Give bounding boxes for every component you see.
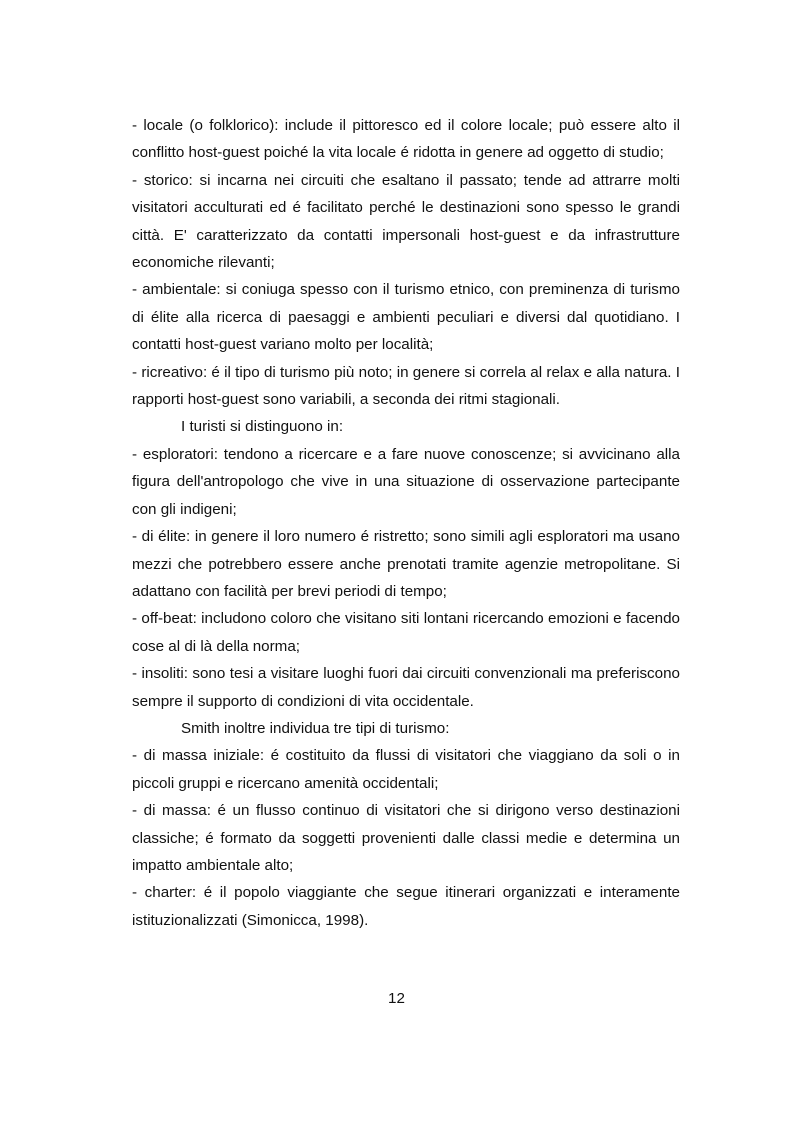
paragraph-mass: - di massa: é un flusso continuo di visitatori che si dirigono verso destinazioni classiche; é formato da soggetti provenienti dalle classi medie e determina un impatto ambientale alto; [132, 802, 680, 874]
paragraph-tourist-unusual: - insoliti: sono tesi a visitare luoghi fuori dai circuiti convenzionali ma preferiscono sempre il supporto di condizioni di vita occidentale. [132, 665, 680, 710]
page-number: 12 [388, 990, 405, 1007]
paragraph-tourism-environmental: - ambientale: si coniuga spesso con il turismo etnico, con preminenza di turismo di élite alla ricerca di paesaggi e ambienti peculiari e diversi dal quotidiano. I contatti host-guest variano molto per località; [132, 281, 680, 354]
paragraph-tourist-types-intro: I turisti si distinguono in: [181, 418, 344, 436]
paragraph-charter: - charter: é il popolo viaggiante che segue itinerari organizzati e interamente istituzionalizzati (Simonicca, 1998). [132, 884, 680, 929]
body-text [132, 112, 680, 934]
paragraph-tourist-explorers: - esploratori: tendono a ricercare e a fare nuove conoscenze; si avvicinano alla figura dell'antropologo che vive in una situazione di osservazione partecipante con gli indigeni; [132, 445, 680, 518]
paragraph-tourist-off-beat: - off-beat: includono coloro che visitano siti lontani ricercando emozioni e facendo cose al di là della norma; [132, 610, 680, 655]
paragraph-mass-initial: - di massa iniziale: é costituito da flussi di visitatori che viaggiano da soli o in piccoli gruppi e ricercano amenità occidentali; [132, 747, 680, 792]
paragraph-tourist-elite: - di élite: in genere il loro numero é ristretto; sono simili agli esploratori ma usano mezzi che potrebbero essere anche prenotati tramite agenzie metropolitane. Si adattano con facilità per brevi periodi di tempo; [132, 528, 680, 600]
paragraph-tourism-historical: - storico: si incarna nei circuiti che esaltano il passato; tende ad attrarre molti visitatori acculturati ed é facilitato perché le destinazioni sono spesso le grandi città. E' caratterizzato da contatti impersonali host-guest e da infrastrutture economiche rilevanti; [132, 171, 680, 272]
paragraph-smith-intro: Smith inoltre individua tre tipi di turismo: [181, 719, 450, 737]
paragraph-tourism-recreational: - ricreativo: é il tipo di turismo più noto; in genere si correla al relax e alla natura. I rapporti host-guest sono variabili, a seconda dei ritmi stagionali. [132, 363, 680, 409]
paragraph-tourism-local: - locale (o folklorico): include il pittoresco ed il colore locale; può essere alto il conflitto host-guest poiché la vita locale é ridotta in genere ad oggetto di studio; [132, 117, 680, 162]
